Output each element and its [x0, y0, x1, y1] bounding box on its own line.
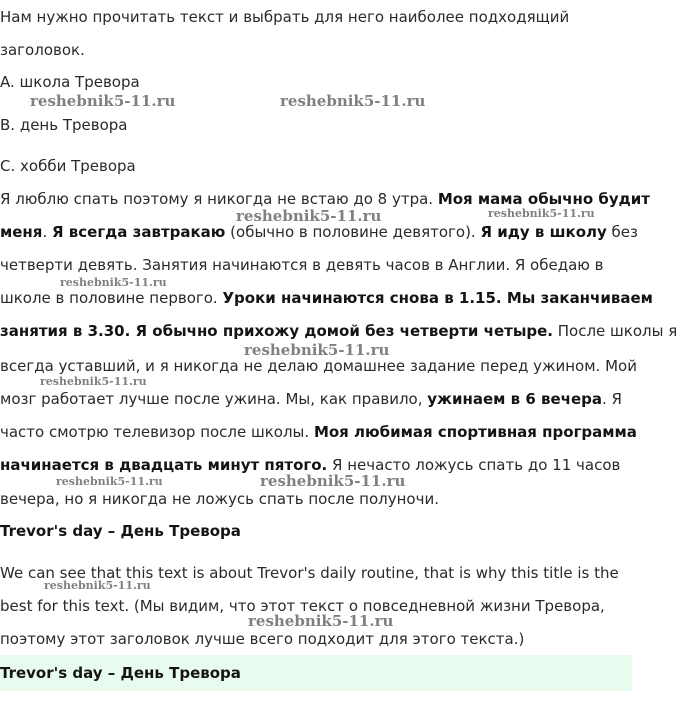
- option-a: A. школа Тревора: [0, 73, 140, 91]
- text-span: Я нечасто ложусь спать до 11 часов: [327, 456, 621, 474]
- text-line-8: [0, 422, 637, 442]
- text-span-bold: меня: [0, 223, 43, 241]
- text-span-bold: Я иду в школу: [480, 223, 607, 241]
- text-span: После школы я: [553, 322, 677, 340]
- option-b: B. день Тревора: [0, 116, 128, 134]
- watermark: reshebnik5-11.ru: [44, 579, 151, 592]
- watermark: reshebnik5-11.ru: [30, 92, 176, 110]
- watermark: reshebnik5-11.ru: [280, 92, 426, 110]
- text-span: школе в половине первого.: [0, 289, 223, 307]
- title-heading: Trevor's day – День Тревора: [0, 522, 241, 540]
- text-line-7: [0, 389, 622, 409]
- explanation-line-1: We can see that this text is about Trevor's daily routine, that is why this title is the: [0, 564, 619, 582]
- watermark: reshebnik5-11.ru: [244, 341, 390, 359]
- text-span-bold: ужинаем в 6 вечера: [427, 390, 603, 408]
- text-line-10: вечера, но я никогда не ложусь спать после полуночи.: [0, 490, 439, 508]
- watermark: reshebnik5-11.ru: [248, 612, 394, 630]
- text-span: . Я: [602, 390, 622, 408]
- watermark: reshebnik5-11.ru: [40, 375, 147, 388]
- answer-text: Trevor's day – День Тревора: [0, 664, 241, 682]
- text-span-bold: Моя мама обычно будит: [437, 190, 651, 208]
- task-line-1: Нам нужно прочитать текст и выбрать для него наиболее подходящий: [0, 8, 570, 26]
- text-line-3: четверти девять. Занятия начинаются в девять часов в Англии. Я обедаю в: [0, 256, 604, 274]
- text-span-bold: Моя любимая спортивная программа: [313, 423, 637, 441]
- watermark: reshebnik5-11.ru: [56, 475, 163, 488]
- text-span-bold: занятия в 3.30. Я обычно прихожу домой без четверти четыре.: [0, 322, 553, 340]
- text-span: без: [606, 223, 639, 241]
- text-span: (обычно в половине девятого).: [225, 223, 481, 241]
- task-line-2: заголовок.: [0, 41, 85, 59]
- watermark: reshebnik5-11.ru: [236, 207, 382, 225]
- text-line-5: [0, 321, 677, 341]
- option-c: C. хобби Тревора: [0, 157, 136, 175]
- text-line-4: [0, 288, 653, 308]
- watermark: reshebnik5-11.ru: [488, 207, 595, 220]
- watermark: reshebnik5-11.ru: [260, 472, 406, 490]
- text-span-bold: начинается в двадцать минут пятого.: [0, 456, 328, 474]
- text-line-6: всегда уставший, и я никогда не делаю домашнее задание перед ужином. Мой: [0, 357, 637, 375]
- explanation-line-2: best for this text. (Мы видим, что этот текст о повседневной жизни Тревора,: [0, 597, 605, 615]
- text-span-bold: Уроки начинаются снова в 1.15. Мы заканчиваем: [222, 289, 653, 307]
- text-span: мозг работает лучше после ужина. Мы, как правило,: [0, 390, 428, 408]
- text-span-bold: Я всегда завтракаю: [51, 223, 226, 241]
- text-line-1: [0, 189, 650, 209]
- text-span: часто смотрю телевизор после школы.: [0, 423, 314, 441]
- explanation-line-3: поэтому этот заголовок лучше всего подходит для этого текста.): [0, 630, 525, 648]
- text-line-2: [0, 222, 638, 242]
- watermark: reshebnik5-11.ru: [60, 276, 167, 289]
- text-span: .: [42, 223, 52, 241]
- text-span: Я люблю спать поэтому я никогда не встаю до 8 утра.: [0, 190, 438, 208]
